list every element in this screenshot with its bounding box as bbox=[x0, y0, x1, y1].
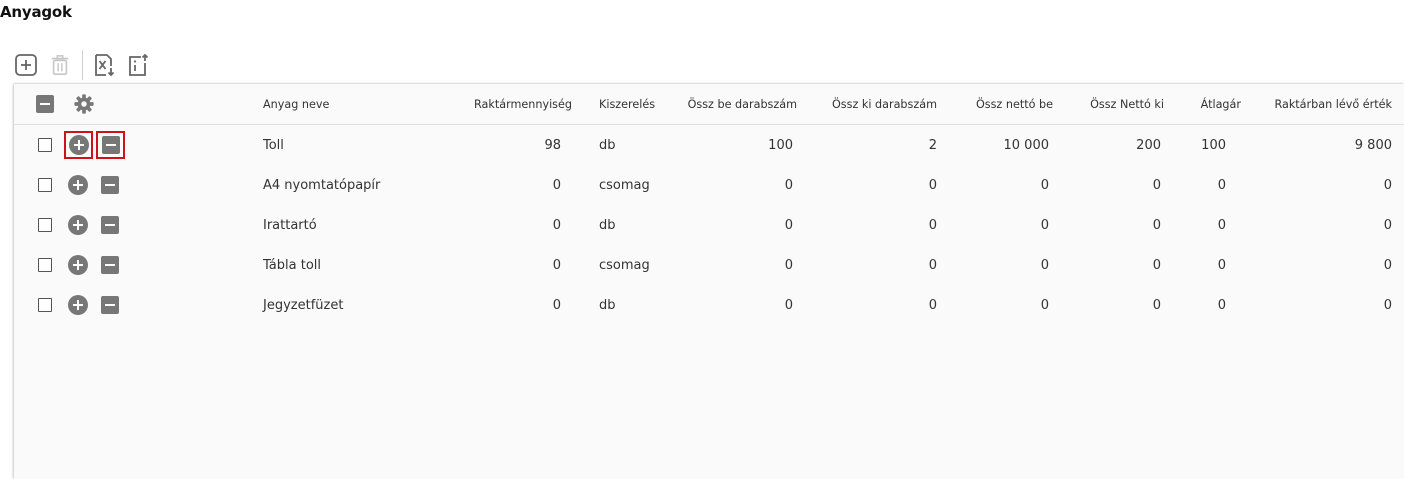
cell-avg-price: 0 bbox=[1217, 217, 1226, 233]
cell-unit: csomag bbox=[599, 257, 650, 273]
table-row[interactable] bbox=[14, 205, 1404, 245]
cell-avg-price: 0 bbox=[1217, 257, 1226, 273]
materials-panel bbox=[14, 84, 1404, 479]
cell-stock: 0 bbox=[552, 297, 561, 313]
cell-out-count: 0 bbox=[928, 297, 937, 313]
cell-unit: db bbox=[599, 297, 616, 313]
cell-stock-value: 0 bbox=[1383, 297, 1392, 313]
cell-name: A4 nyomtatópapír bbox=[263, 177, 381, 193]
highlight-box bbox=[64, 131, 93, 159]
cell-net-out: 0 bbox=[1152, 217, 1161, 233]
delete-button[interactable] bbox=[48, 53, 72, 77]
table-row[interactable] bbox=[14, 165, 1404, 205]
excel-export-icon bbox=[92, 53, 116, 77]
row-checkbox[interactable] bbox=[38, 298, 52, 312]
info-export-icon bbox=[126, 53, 150, 77]
cell-stock-value: 0 bbox=[1383, 217, 1392, 233]
cell-net-out: 0 bbox=[1152, 257, 1161, 273]
cell-unit: db bbox=[599, 217, 616, 233]
add-square-icon bbox=[14, 53, 38, 77]
cell-unit: db bbox=[599, 137, 616, 153]
cell-stock-value: 0 bbox=[1383, 177, 1392, 193]
cell-net-in: 0 bbox=[1040, 177, 1049, 193]
column-header-stock[interactable]: Raktármennyiség bbox=[473, 97, 572, 111]
select-all-checkbox[interactable] bbox=[36, 95, 54, 113]
row-checkbox[interactable] bbox=[38, 258, 52, 272]
cell-in-count: 0 bbox=[784, 297, 793, 313]
cell-out-count: 0 bbox=[928, 217, 937, 233]
cell-stock: 0 bbox=[552, 217, 561, 233]
info-export-button[interactable] bbox=[126, 53, 150, 77]
cell-in-count: 0 bbox=[784, 177, 793, 193]
materials-table bbox=[14, 84, 1404, 325]
cell-avg-price: 0 bbox=[1217, 177, 1226, 193]
remove-quantity-button[interactable] bbox=[101, 216, 119, 234]
table-header-row bbox=[14, 84, 1404, 125]
column-header-unit[interactable]: Kiszerelés bbox=[599, 97, 656, 111]
toolbar-divider bbox=[82, 50, 83, 80]
column-header-in-count[interactable]: Össz be darabszám bbox=[687, 97, 797, 111]
column-header-avg-price[interactable]: Átlagár bbox=[1200, 97, 1241, 111]
page-title: Anyagok bbox=[0, 3, 72, 21]
table-row[interactable] bbox=[14, 285, 1404, 325]
cell-net-out: 0 bbox=[1152, 177, 1161, 193]
highlight-box bbox=[96, 131, 125, 159]
cell-stock-value: 0 bbox=[1383, 257, 1392, 273]
cell-stock: 0 bbox=[552, 257, 561, 273]
add-quantity-button[interactable] bbox=[68, 175, 88, 195]
cell-avg-price: 100 bbox=[1201, 137, 1226, 153]
cell-out-count: 2 bbox=[928, 137, 937, 153]
cell-avg-price: 0 bbox=[1217, 297, 1226, 313]
gear-icon[interactable] bbox=[73, 93, 95, 115]
excel-export-button[interactable] bbox=[92, 53, 116, 77]
cell-net-in: 10 000 bbox=[1003, 137, 1049, 153]
table-row[interactable] bbox=[14, 245, 1404, 285]
table-row[interactable] bbox=[14, 125, 1404, 165]
column-header-net-out[interactable]: Össz Nettó ki bbox=[1090, 97, 1164, 111]
cell-net-in: 0 bbox=[1040, 257, 1049, 273]
add-quantity-button[interactable] bbox=[69, 135, 89, 155]
cell-in-count: 0 bbox=[784, 257, 793, 273]
cell-name: Jegyzetfüzet bbox=[263, 297, 344, 313]
add-quantity-button[interactable] bbox=[68, 295, 88, 315]
cell-in-count: 0 bbox=[784, 217, 793, 233]
cell-net-out: 200 bbox=[1136, 137, 1161, 153]
column-header-out-count[interactable]: Össz ki darabszám bbox=[831, 97, 937, 111]
cell-out-count: 0 bbox=[928, 257, 937, 273]
row-checkbox[interactable] bbox=[38, 218, 52, 232]
row-checkbox[interactable] bbox=[38, 138, 52, 152]
cell-net-in: 0 bbox=[1040, 217, 1049, 233]
remove-quantity-button[interactable] bbox=[101, 176, 119, 194]
cell-unit: csomag bbox=[599, 177, 650, 193]
cell-name: Tábla toll bbox=[263, 257, 321, 273]
column-header-name[interactable]: Anyag neve bbox=[263, 97, 330, 111]
add-button[interactable] bbox=[14, 53, 38, 77]
cell-in-count: 100 bbox=[768, 137, 793, 153]
cell-stock-value: 9 800 bbox=[1354, 137, 1392, 153]
cell-net-in: 0 bbox=[1040, 297, 1049, 313]
toolbar bbox=[14, 52, 150, 78]
cell-name: Toll bbox=[263, 137, 284, 153]
add-quantity-button[interactable] bbox=[68, 215, 88, 235]
cell-name: Irattartó bbox=[263, 217, 317, 233]
cell-stock: 0 bbox=[552, 177, 561, 193]
column-header-net-in[interactable]: Össz nettó be bbox=[975, 97, 1053, 111]
cell-stock: 98 bbox=[544, 137, 561, 153]
add-quantity-button[interactable] bbox=[68, 255, 88, 275]
cell-net-out: 0 bbox=[1152, 297, 1161, 313]
row-checkbox[interactable] bbox=[38, 178, 52, 192]
remove-quantity-button[interactable] bbox=[102, 136, 120, 154]
column-header-stock-value[interactable]: Raktárban lévő érték bbox=[1274, 97, 1392, 111]
remove-quantity-button[interactable] bbox=[101, 256, 119, 274]
trash-icon bbox=[49, 54, 71, 76]
cell-out-count: 0 bbox=[928, 177, 937, 193]
remove-quantity-button[interactable] bbox=[101, 296, 119, 314]
